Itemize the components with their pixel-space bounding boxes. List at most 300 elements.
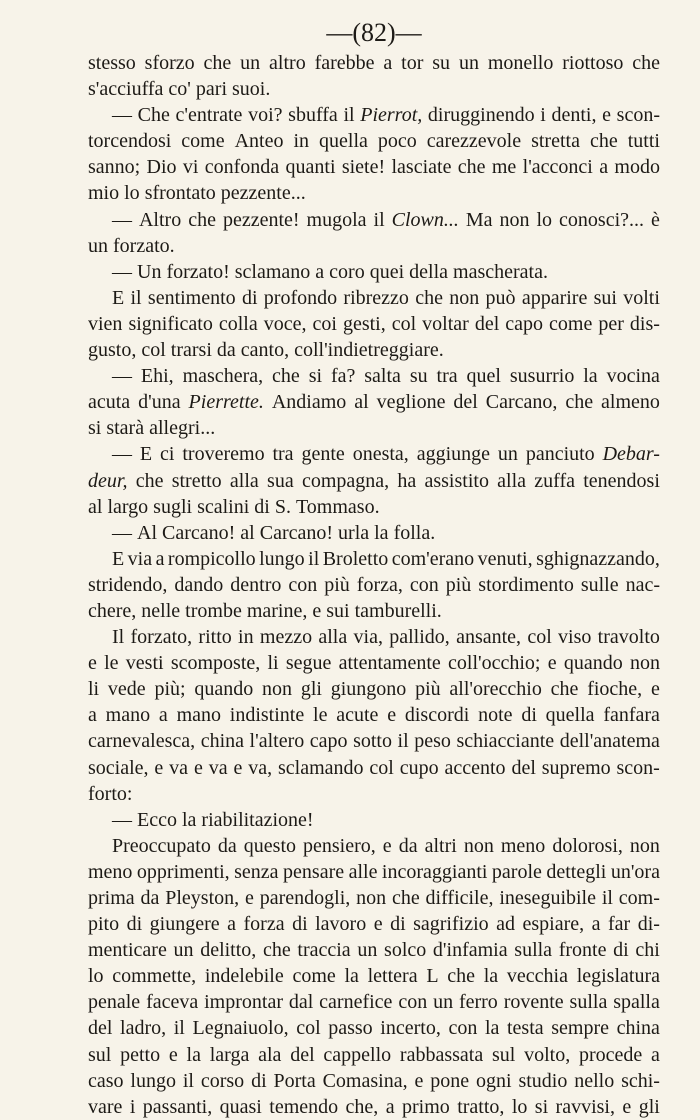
word: va (208, 756, 228, 779)
word: tor (401, 52, 424, 74)
word: rompicollo (167, 547, 256, 570)
word: lungo (130, 1069, 176, 1092)
word: tenendosi (583, 469, 660, 492)
word: non (262, 678, 293, 701)
word: starà (106, 417, 150, 440)
word: voltar (422, 312, 469, 335)
word: e (382, 834, 392, 857)
word: d'una (138, 391, 181, 414)
word: che (457, 156, 486, 179)
text-line (88, 624, 660, 650)
word: quanti (285, 156, 336, 179)
word: e (193, 756, 203, 779)
word: coi (312, 312, 337, 335)
word: i (540, 104, 546, 127)
word: s'acciuffa (88, 78, 169, 101)
word: a (383, 52, 393, 74)
word: sul (88, 1043, 112, 1066)
word: che (550, 678, 579, 701)
word: scon- (616, 756, 660, 779)
word: un (497, 443, 518, 466)
word: un (357, 939, 378, 962)
word: temendo (269, 1095, 339, 1118)
word: difficile, (425, 887, 494, 909)
word: non (629, 652, 660, 675)
text-line (88, 859, 660, 885)
word: che (262, 939, 291, 962)
word: sui (593, 286, 617, 309)
word: quando (563, 652, 623, 675)
word: Ecco (137, 808, 182, 831)
word: vecchia (506, 965, 568, 988)
word: sclamano (234, 260, 316, 283)
word: fa? (330, 365, 356, 388)
word: studio (518, 1069, 568, 1092)
word: carnevalesca, (88, 730, 196, 753)
word: supremo (541, 756, 611, 779)
text-line (88, 833, 660, 859)
word: da (398, 834, 418, 857)
word: note (478, 704, 513, 727)
word: da (140, 887, 160, 909)
word: passo (328, 1017, 373, 1040)
word: si (534, 1095, 549, 1118)
word: significato (128, 312, 213, 335)
word: capo (505, 312, 544, 335)
word: e (602, 104, 611, 127)
word: trarsi (170, 339, 217, 362)
word: Carcano, (485, 391, 558, 414)
word: faceva (146, 991, 199, 1014)
text-line (88, 1015, 660, 1041)
word: non (499, 208, 530, 231)
word: Tommaso. (295, 495, 380, 518)
word: con (448, 1017, 478, 1040)
word: Carcano! (259, 521, 339, 544)
word: la (374, 521, 394, 544)
word: la (181, 808, 202, 831)
word: vede (107, 678, 146, 701)
word: a (591, 913, 601, 936)
text-line (88, 415, 660, 441)
word: pito (88, 913, 120, 936)
text-line (88, 1094, 660, 1120)
word: che (203, 52, 232, 74)
word: più (445, 573, 472, 596)
word: al (88, 495, 108, 518)
word: dettegli (546, 860, 607, 883)
page-number: —(82)— (326, 18, 422, 47)
word: Pierrot, (360, 104, 423, 127)
word: li (88, 678, 100, 701)
word: urla (338, 521, 375, 544)
word: indistinte (229, 704, 305, 727)
word: per (598, 312, 624, 335)
word: stretta (531, 130, 580, 153)
word: sul (491, 1043, 516, 1066)
word: lavoro (315, 913, 367, 936)
word: che (632, 52, 660, 74)
word: monello (487, 52, 554, 74)
word: marine, (246, 599, 313, 622)
word: vare (88, 1095, 123, 1118)
word: che (415, 286, 443, 309)
word: ogni (476, 1069, 512, 1092)
word: mezzo (259, 626, 313, 649)
text-line (88, 233, 660, 259)
word: può (485, 286, 516, 309)
word: profondo (263, 286, 338, 309)
word: E (112, 286, 125, 309)
text-line (88, 102, 660, 128)
word: pari (195, 78, 232, 101)
word: un (458, 52, 479, 74)
word: la (186, 1043, 201, 1066)
word: non (463, 834, 494, 857)
word: pezzente! (222, 208, 300, 231)
word: sugli (153, 495, 198, 518)
text-line (88, 676, 660, 702)
word: caso (88, 1069, 124, 1092)
word: gusto, (88, 339, 142, 362)
word: quel (466, 365, 501, 388)
word: Il (112, 626, 125, 649)
word: quando (194, 678, 254, 701)
word: capo (309, 730, 348, 753)
word: china (200, 730, 244, 753)
word: Andiamo (271, 391, 347, 414)
word: carnefice (319, 991, 393, 1014)
word: panciuto (525, 443, 595, 466)
word: e (373, 913, 383, 936)
word: forza, (356, 573, 403, 596)
word: farebbe (314, 52, 375, 74)
word: e (312, 599, 327, 622)
word: e (168, 1043, 178, 1066)
word: che (391, 887, 420, 909)
word: pone (430, 1069, 470, 1092)
word: conosci?... (559, 208, 645, 231)
word: denti, (551, 104, 597, 127)
word: cupo (399, 756, 439, 779)
word: altri (424, 834, 457, 857)
word: e (233, 756, 243, 779)
word: dis- (629, 312, 660, 335)
word: si (88, 417, 107, 440)
text-line (88, 546, 660, 572)
word: co' (168, 78, 196, 101)
word: almeno (601, 391, 660, 414)
text-line (88, 389, 660, 415)
word: espiare, (522, 913, 585, 936)
word: tra (436, 365, 458, 388)
word: Preoccupato (112, 834, 211, 857)
word: Ma (465, 208, 493, 231)
word: spalla (613, 991, 660, 1014)
text-line (88, 598, 660, 624)
word: un (173, 939, 194, 962)
word: lo (88, 965, 104, 988)
word: Che (137, 104, 170, 127)
word: larga (209, 1043, 250, 1066)
word: i (129, 1095, 136, 1118)
word: aggiunge (416, 443, 490, 466)
word: sagrifizio (413, 913, 489, 936)
word: procede (578, 1043, 643, 1066)
word: pezzente... (220, 182, 306, 205)
word: il (182, 1069, 194, 1092)
word: ferro (458, 991, 498, 1014)
word: forto: (88, 782, 133, 805)
word: com'erano (391, 547, 475, 570)
word: la (483, 965, 499, 988)
word: va (169, 756, 189, 779)
word: apparire (521, 286, 588, 309)
word: menticare (88, 939, 167, 962)
word: le (104, 652, 119, 675)
text-line (88, 128, 660, 154)
word: un (240, 52, 261, 74)
word: col (369, 756, 394, 779)
word: il (308, 547, 320, 570)
text-line (88, 50, 660, 76)
word: maschera, (182, 365, 264, 388)
word: schi- (621, 1069, 660, 1092)
text-line (88, 807, 660, 833)
word: è (651, 208, 660, 231)
word: Comasina, (322, 1069, 408, 1092)
word: il (173, 1017, 185, 1040)
word: altro (269, 52, 306, 74)
word: incerto, (380, 1017, 441, 1040)
word: ritto (198, 626, 232, 649)
word: stridendo, (88, 573, 168, 596)
word: attentamente (338, 652, 441, 675)
word: rabbassata (399, 1043, 484, 1066)
word: di (251, 1069, 267, 1092)
word: da (217, 834, 237, 857)
word: susurrio (509, 365, 575, 388)
word: onesta, (352, 443, 409, 466)
word: canto, (240, 339, 295, 362)
text-line (88, 963, 660, 989)
word: lo (124, 182, 145, 205)
word: al (354, 391, 369, 414)
word: torcendosi (88, 130, 172, 153)
word: ribrezzo (343, 286, 409, 309)
word: sui (326, 599, 355, 622)
word: forzato! (166, 260, 235, 283)
text-line (88, 180, 660, 206)
word: compagna, (301, 469, 390, 492)
word: schiacciante (456, 730, 555, 753)
word: dolorosi, (552, 834, 623, 857)
word: coll'indietreggiare. (294, 339, 444, 362)
text-line (88, 285, 660, 311)
word: tra (272, 443, 294, 466)
word: fioche, (587, 678, 643, 701)
word: largo (107, 495, 154, 518)
word: mio (88, 182, 125, 205)
word: del (88, 1017, 113, 1040)
word: china (616, 1017, 660, 1040)
text-line (88, 755, 660, 781)
word: Al (137, 521, 162, 544)
word: su (409, 365, 428, 388)
word: ineseguibile (499, 887, 596, 909)
text-line (88, 1042, 660, 1068)
word: da (216, 339, 241, 362)
word: a (651, 1043, 660, 1066)
text-line (88, 1068, 660, 1094)
word: con (409, 573, 439, 596)
text-line (88, 363, 660, 389)
word: riabilitazione! (201, 808, 314, 831)
word: e (244, 887, 254, 909)
word: lo (511, 1095, 528, 1118)
word: modo (614, 156, 660, 179)
text-line (88, 76, 660, 102)
word: assistito (424, 469, 489, 492)
word: questo (243, 834, 296, 857)
word: Ehi, (140, 365, 174, 388)
word: di (521, 704, 537, 727)
word: ha (397, 469, 417, 492)
word: non (356, 887, 387, 909)
word: E (112, 547, 125, 570)
word: su (432, 52, 451, 74)
word: e (88, 652, 97, 675)
word: lungo (259, 547, 305, 570)
word: — (112, 104, 132, 127)
word: e (547, 652, 557, 675)
word: petto (120, 1043, 161, 1066)
word: sulla (514, 939, 553, 962)
word: scomposte, (170, 652, 261, 675)
word: peso (414, 730, 451, 753)
text-line (88, 937, 660, 963)
text-line (88, 441, 660, 467)
word: testa (506, 1017, 544, 1040)
word: il (601, 887, 613, 909)
word: al (240, 521, 260, 544)
word: — (112, 808, 137, 831)
word: — (112, 208, 132, 231)
word: li (267, 652, 279, 675)
word: alle (348, 860, 378, 883)
word: che (447, 965, 476, 988)
word: che (272, 365, 300, 388)
word: dell'anatema (559, 730, 660, 753)
word: Porta (273, 1069, 316, 1092)
word: troveremo (182, 443, 265, 466)
word: fanfara (603, 704, 660, 727)
word: di- (637, 913, 660, 936)
word: L (426, 965, 439, 988)
text-line (88, 572, 660, 598)
word: vocina (606, 365, 660, 388)
word: e (414, 1069, 424, 1092)
word: e (650, 678, 660, 701)
word: volto, (524, 1043, 571, 1066)
word: col (141, 339, 171, 362)
word: — (112, 260, 137, 283)
text-line (88, 311, 660, 337)
word: sotto (353, 730, 392, 753)
word: commette, (112, 965, 197, 988)
word: in (293, 130, 310, 153)
text-line (88, 650, 660, 676)
word: alla (229, 469, 259, 492)
word: S. (274, 495, 296, 518)
word: la (484, 1017, 500, 1040)
text-line (88, 207, 660, 233)
word: d'infamia (432, 939, 508, 962)
word: primo (402, 1095, 450, 1118)
word: Pleyston, (165, 887, 240, 909)
word: quella (319, 130, 368, 153)
word: Un (137, 260, 167, 283)
word: nello (574, 1069, 615, 1092)
word: indelebile (204, 965, 284, 988)
word: a (599, 156, 609, 179)
word: Broletto (322, 547, 389, 570)
word: via (127, 547, 153, 570)
word: vi (182, 156, 199, 179)
word: forzato, (130, 626, 193, 649)
word: me (491, 156, 517, 179)
text-line (88, 154, 660, 180)
word: il (343, 104, 355, 127)
word: lasciate (391, 156, 452, 179)
word: — (112, 443, 132, 466)
word: che (589, 130, 618, 153)
word: stesso (88, 52, 136, 74)
word: sghignazzando, (536, 547, 660, 570)
word: sclamando (278, 756, 364, 779)
word: della (409, 260, 454, 283)
word: fronte (558, 939, 607, 962)
word: venuti, (477, 547, 533, 570)
word: accento (444, 756, 506, 779)
word: Dio (146, 156, 177, 179)
word: col (527, 626, 552, 649)
word: Carcano! (162, 521, 241, 544)
word: non (629, 834, 660, 857)
word: gesti, (342, 312, 386, 335)
word: gente (301, 443, 345, 466)
word: parole (491, 860, 542, 883)
word: ansante, (456, 626, 522, 649)
word: dirugginendo (427, 104, 535, 127)
word: un'ora (610, 860, 660, 883)
word: mano (176, 704, 221, 727)
word: traccia (297, 939, 351, 962)
word: acuta (88, 391, 131, 414)
word: che (565, 391, 594, 414)
word: viso (558, 626, 592, 649)
word: sentimento (147, 286, 236, 309)
text-line (88, 989, 660, 1015)
word: più (415, 678, 441, 701)
text-line (88, 781, 660, 807)
text-line (88, 911, 660, 937)
word: lettera (367, 965, 418, 988)
word: salta (364, 365, 401, 388)
word: Debar- (602, 443, 660, 466)
word: il (397, 730, 409, 753)
word: vesti (125, 652, 164, 675)
